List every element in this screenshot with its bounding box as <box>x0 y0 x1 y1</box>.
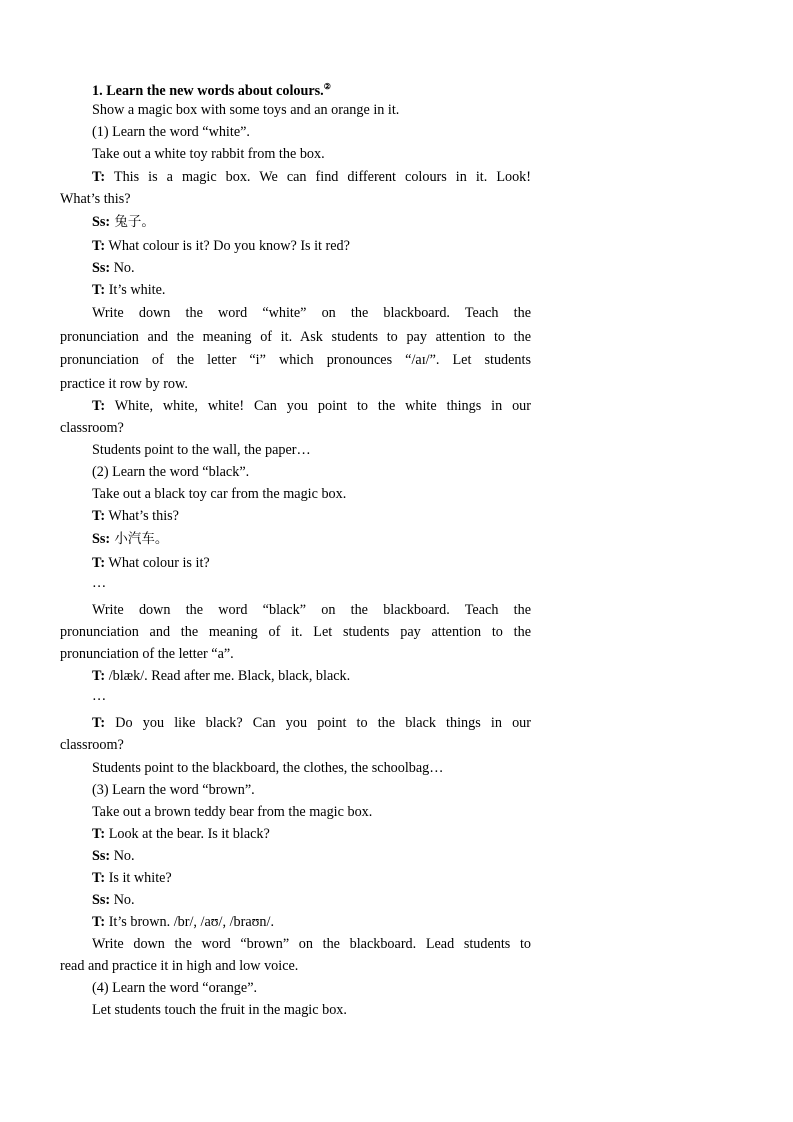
speaker-label: Ss: <box>92 260 111 276</box>
text-line <box>92 1001 347 1019</box>
text-line <box>92 781 255 799</box>
line-text: 小汽车。 <box>110 531 169 547</box>
speaker-label: T: <box>92 870 106 886</box>
line-text: /blæk/. Read after me. Black, black, black. <box>105 668 351 684</box>
footnote-mark: ② <box>323 82 331 91</box>
line-text: Let students touch the fruit in the magic box. <box>92 1002 347 1018</box>
line-text: Do you like black? Can you point to the black things in our <box>105 715 531 731</box>
dialogue-line <box>92 507 179 525</box>
dialogue-line <box>92 259 135 277</box>
text-line <box>92 979 257 997</box>
line-text: (2) Learn the word “black”. <box>92 464 250 480</box>
line-text: This is a magic box. We can find different colours in it. Look! <box>105 169 531 185</box>
dialogue-line <box>92 825 270 843</box>
dialogue-line <box>92 667 350 685</box>
dialogue-line <box>92 281 165 299</box>
text-line <box>92 463 249 481</box>
line-text: Write down the word “black” on the blackboard. Teach the <box>92 602 531 618</box>
text-line <box>92 145 325 163</box>
line-text: No. <box>110 260 135 276</box>
line-text: No. <box>110 848 135 864</box>
speaker-label: Ss: <box>92 848 111 864</box>
text-line <box>60 351 531 369</box>
ellipsis-line <box>92 574 106 592</box>
line-text: Look at the bear. Is it black? <box>105 826 270 842</box>
text-line <box>92 601 531 619</box>
line-text: What colour is it? <box>105 555 210 571</box>
line-text: Take out a black toy car from the magic box. <box>92 486 347 502</box>
dialogue-line <box>92 168 531 186</box>
dialogue-line <box>92 397 531 415</box>
dialogue-line <box>92 237 350 255</box>
text-line <box>60 623 531 641</box>
section-heading <box>92 78 331 100</box>
speaker-label: Ss: <box>92 531 111 547</box>
line-text: Is it white? <box>105 870 172 886</box>
line-text: No. <box>110 892 135 908</box>
text-line <box>92 485 346 503</box>
text-line <box>60 957 298 975</box>
text-line <box>92 123 250 141</box>
text-line <box>60 645 234 663</box>
line-text: … <box>92 575 107 591</box>
line-text: Take out a white toy rabbit from the box. <box>92 146 325 162</box>
line-text: Show a magic box with some toys and an orange in it. <box>92 102 400 118</box>
dialogue-line <box>92 554 210 572</box>
line-text: What’s this? <box>105 508 179 524</box>
dialogue-line <box>92 714 531 732</box>
line-text: 兔子。 <box>110 214 155 230</box>
dialogue-line <box>92 847 135 865</box>
speaker-label: Ss: <box>92 214 111 230</box>
dialogue-line <box>92 891 135 909</box>
speaker-label: T: <box>92 398 106 414</box>
speaker-label: T: <box>92 555 106 571</box>
text-line <box>92 101 399 119</box>
line-text: read and practice it in high and low voice. <box>60 958 299 974</box>
speaker-label: T: <box>92 508 106 524</box>
line-text: (3) Learn the word “brown”. <box>92 782 255 798</box>
text-line <box>92 759 443 777</box>
line-text: pronunciation and the meaning of it. Let students pay attention to the <box>60 624 531 640</box>
text-line <box>60 328 531 346</box>
line-text: … <box>92 688 107 704</box>
speaker-label: T: <box>92 282 106 298</box>
line-text: pronunciation of the letter “i” which pronounces “/aɪ/”. Let students <box>60 352 531 368</box>
speaker-label: T: <box>92 169 106 185</box>
text-line <box>92 803 372 821</box>
line-text: Take out a brown teddy bear from the magic box. <box>92 804 373 820</box>
line-text: What’s this? <box>60 191 131 207</box>
text-line <box>60 419 124 437</box>
speaker-label: Ss: <box>92 892 111 908</box>
text-line <box>92 304 531 322</box>
text-line <box>92 935 531 953</box>
line-text: pronunciation of the letter “a”. <box>60 646 234 662</box>
text-line <box>60 375 188 393</box>
line-text: Write down the word “brown” on the blackboard. Lead students to <box>92 936 531 952</box>
line-text: Students point to the blackboard, the clothes, the schoolbag… <box>92 760 444 776</box>
line-text: Students point to the wall, the paper… <box>92 442 311 458</box>
line-text: pronunciation and the meaning of it. Ask students to pay attention to the <box>60 329 531 345</box>
heading-text: 1. Learn the new words about colours. <box>92 83 324 99</box>
text-line <box>60 736 124 754</box>
speaker-label: T: <box>92 826 106 842</box>
text-line <box>60 190 131 208</box>
line-text: practice it row by row. <box>60 376 188 392</box>
dialogue-line <box>92 530 168 548</box>
line-text: classroom? <box>60 420 124 436</box>
line-text: White, white, white! Can you point to the white things in our <box>105 398 531 414</box>
dialogue-line <box>92 913 274 931</box>
line-text: Write down the word “white” on the blackboard. Teach the <box>92 305 531 321</box>
speaker-label: T: <box>92 668 106 684</box>
line-text: (4) Learn the word “orange”. <box>92 980 258 996</box>
speaker-label: T: <box>92 715 106 731</box>
line-text: (1) Learn the word “white”. <box>92 124 250 140</box>
dialogue-line <box>92 869 172 887</box>
line-text: It’s white. <box>105 282 166 298</box>
text-line <box>92 441 311 459</box>
line-text: What colour is it? Do you know? Is it red? <box>105 238 350 254</box>
line-text: classroom? <box>60 737 124 753</box>
speaker-label: T: <box>92 914 106 930</box>
line-text: It’s brown. /br/, /aʊ/, /braʊn/. <box>105 914 274 930</box>
dialogue-line <box>92 213 155 231</box>
speaker-label: T: <box>92 238 106 254</box>
ellipsis-line <box>92 687 106 705</box>
